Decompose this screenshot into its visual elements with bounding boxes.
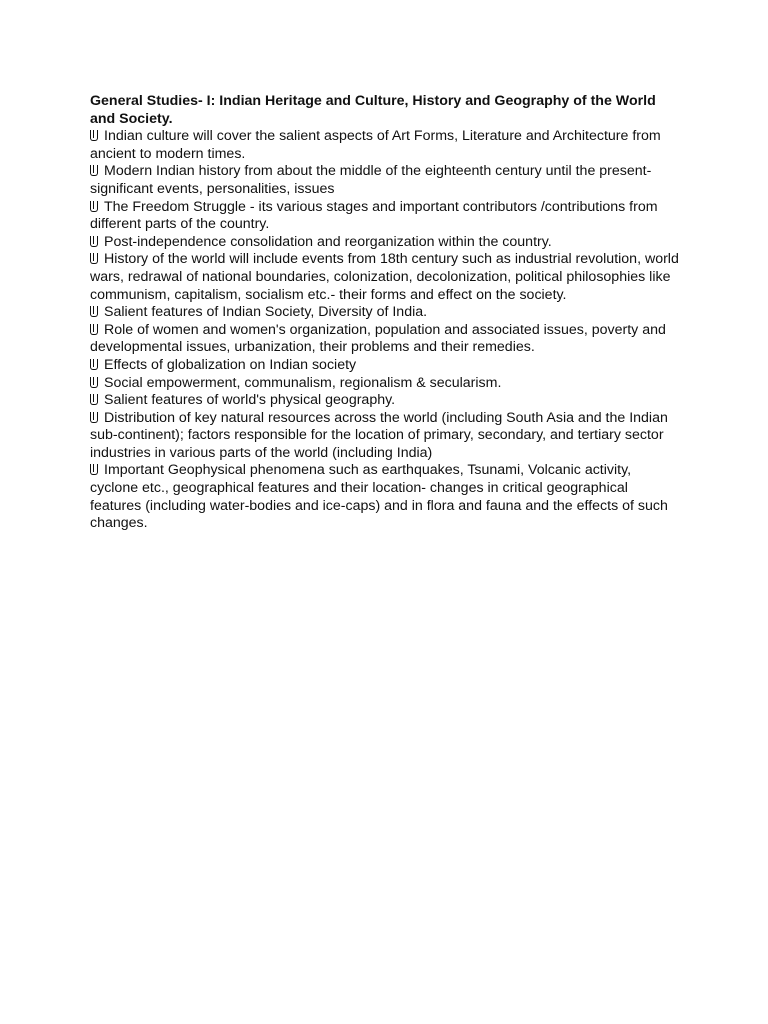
list-item — [90, 392, 682, 410]
list-item-text: Post-independence consolidation and reorganization within the country. — [104, 233, 552, 250]
list-item — [90, 357, 682, 375]
list-item-text: Indian culture will cover the salient aspects of Art Forms, Literature and Architecture from ancient to modern times. — [90, 128, 661, 162]
document-page — [90, 93, 682, 533]
list-item-text: Salient features of world's physical geography. — [104, 392, 396, 409]
list-item — [90, 462, 682, 532]
list-item — [90, 163, 682, 198]
list-bullet-icon — [90, 359, 98, 370]
list-bullet-icon — [90, 236, 98, 247]
document-title: General Studies- I: Indian Heritage and Culture, History and Geography of the World and Society. — [90, 93, 656, 127]
list-item-text: Salient features of Indian Society, Diversity of India. — [104, 304, 428, 321]
list-item — [90, 375, 682, 393]
list-item-text: Distribution of key natural resources across the world (including South Asia and the Indian sub-continent); factors responsible for the location of primary, secondary, and tertiary sector industries in various parts of the world (including India) — [90, 409, 668, 461]
list-item — [90, 410, 682, 463]
list-bullet-icon — [90, 201, 98, 212]
list-item-text: Role of women and women's organization, population and associated issues, poverty and developmental issues, urbanization, their problems and their remedies. — [90, 321, 666, 356]
list-item-text: Modern Indian history from about the middle of the eighteenth century until the present- significant events, personalities, issues — [90, 163, 652, 197]
list-bullet-icon — [90, 394, 98, 405]
list-item — [90, 128, 682, 163]
list-bullet-icon — [90, 324, 98, 335]
list-bullet-icon — [90, 377, 98, 388]
list-item-text: Effects of globalization on Indian society — [104, 356, 357, 373]
list-bullet-icon — [90, 306, 98, 317]
list-item-text: Important Geophysical phenomena such as earthquakes, Tsunami, Volcanic activity, cyclone etc., geographical features and their location- changes in critical geographical features (including water-bodies and ice-caps) and in flora and fauna and the effects of such changes. — [90, 462, 668, 532]
list-item — [90, 251, 682, 304]
list-bullet-icon — [90, 412, 98, 423]
list-item — [90, 199, 682, 234]
list-item-text: History of the world will include events from 18th century such as industrial revolution, world wars, redrawal of national boundaries, colonization, decolonization, political philosophies like communism, capitalism, socialism etc.- their forms and effect on the society. — [90, 251, 679, 303]
list-bullet-icon — [90, 130, 98, 141]
list-item-text: Social empowerment, communalism, regionalism & secularism. — [104, 374, 502, 391]
list-item — [90, 234, 682, 252]
syllabus-list — [90, 128, 682, 533]
list-bullet-icon — [90, 165, 98, 176]
list-bullet-icon — [90, 464, 98, 475]
list-bullet-icon — [90, 253, 98, 264]
list-item — [90, 322, 682, 357]
list-item-text: The Freedom Struggle - its various stages and important contributors /contributions from different parts of the country. — [90, 198, 658, 233]
list-item — [90, 304, 682, 322]
